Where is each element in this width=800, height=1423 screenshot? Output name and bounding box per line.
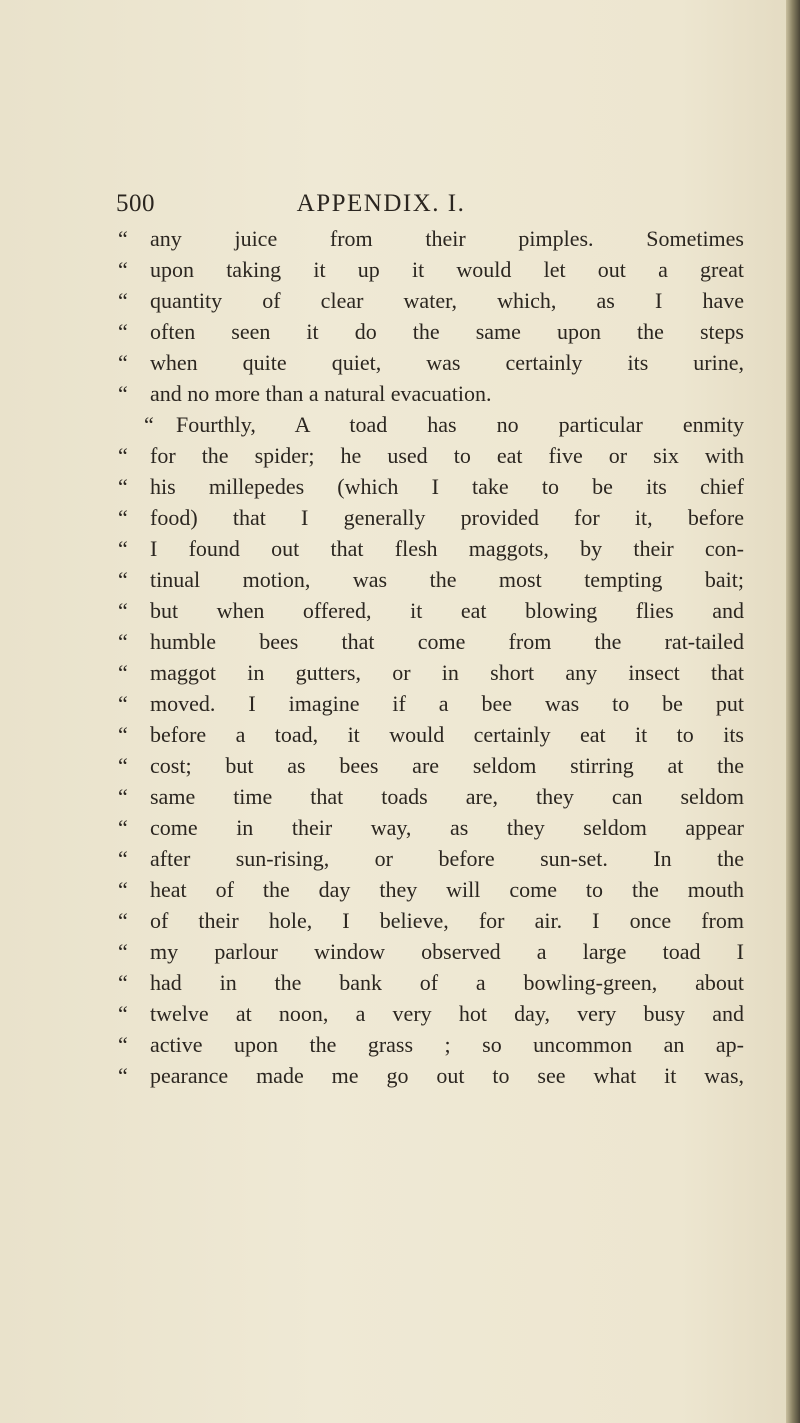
line-text: and no more than a natural evacuation. <box>150 381 492 406</box>
text-line <box>118 285 744 316</box>
text-line <box>118 533 744 564</box>
quote-mark: “ <box>118 877 128 902</box>
quote-mark: “ <box>118 443 128 468</box>
line-text: quantity of clear water, which, as I have <box>150 288 744 313</box>
line-text: active upon the grass ; so uncommon an ap- <box>150 1032 744 1057</box>
line-text: same time that toads are, they can seldom <box>150 784 744 809</box>
body-text <box>118 223 744 1091</box>
line-text: heat of the day they will come to the mouth <box>150 877 744 902</box>
text-line <box>118 750 744 781</box>
line-text: moved. I imagine if a bee was to be put <box>150 691 744 716</box>
page-header <box>116 190 716 224</box>
quote-mark: “ <box>118 784 128 809</box>
text-line <box>118 254 744 285</box>
quote-mark: “ <box>118 1001 128 1026</box>
text-line <box>118 1029 744 1060</box>
line-text: come in their way, as they seldom appear <box>150 815 744 840</box>
text-line <box>118 378 744 409</box>
quote-mark: “ <box>118 505 128 530</box>
text-line <box>118 347 744 378</box>
line-text: I found out that flesh maggots, by their con- <box>150 536 744 561</box>
text-line <box>118 657 744 688</box>
line-text: often seen it do the same upon the steps <box>150 319 744 344</box>
line-text: pearance made me go out to see what it was, <box>150 1063 744 1088</box>
text-line <box>118 1060 744 1091</box>
text-line <box>118 595 744 626</box>
quote-mark: “ <box>118 381 128 406</box>
quote-mark: “ <box>118 536 128 561</box>
text-line-paragraph-start <box>118 409 744 440</box>
line-text: when quite quiet, was certainly its urine, <box>150 350 744 375</box>
quote-mark: “ <box>118 350 128 375</box>
quote-mark: “ <box>118 629 128 654</box>
quote-mark: “ <box>118 567 128 592</box>
line-text: after sun-rising, or before sun-set. In the <box>150 846 744 871</box>
line-text: upon taking it up it would let out a great <box>150 257 744 282</box>
line-text: my parlour window observed a large toad I <box>150 939 744 964</box>
line-text: of their hole, I believe, for air. I once from <box>150 908 744 933</box>
page-edge-shadow <box>786 0 800 1423</box>
quote-mark: “ <box>118 1063 128 1088</box>
text-line <box>118 874 744 905</box>
text-line <box>118 316 744 347</box>
quote-mark: “ <box>118 815 128 840</box>
text-line <box>118 781 744 812</box>
line-text: Fourthly, A toad has no particular enmity <box>176 412 744 437</box>
line-text: for the spider; he used to eat five or six with <box>150 443 744 468</box>
text-line <box>118 812 744 843</box>
quote-mark: “ <box>118 691 128 716</box>
line-text: cost; but as bees are seldom stirring at the <box>150 753 744 778</box>
text-line <box>118 626 744 657</box>
line-text: any juice from their pimples. Sometimes <box>150 226 744 251</box>
text-line <box>118 471 744 502</box>
quote-mark: “ <box>118 846 128 871</box>
text-line <box>118 440 744 471</box>
quote-mark: “ <box>118 660 128 685</box>
text-line <box>118 843 744 874</box>
quote-mark: “ <box>118 970 128 995</box>
text-line <box>118 967 744 998</box>
line-text: before a toad, it would certainly eat it to its <box>150 722 744 747</box>
running-head: APPENDIX. I. <box>296 190 466 217</box>
line-text: tinual motion, was the most tempting bait; <box>150 567 744 592</box>
quote-mark: “ <box>118 908 128 933</box>
quote-mark: “ <box>118 598 128 623</box>
quote-mark: “ <box>118 939 128 964</box>
quote-mark: “ <box>118 753 128 778</box>
text-line <box>118 719 744 750</box>
text-line <box>118 936 744 967</box>
text-line <box>118 998 744 1029</box>
line-text: twelve at noon, a very hot day, very busy and <box>150 1001 744 1026</box>
quote-mark: “ <box>118 722 128 747</box>
quote-mark: “ <box>144 412 154 437</box>
quote-mark: “ <box>118 257 128 282</box>
line-text: but when offered, it eat blowing flies and <box>150 598 744 623</box>
quote-mark: “ <box>118 226 128 251</box>
line-text: his millepedes (which I take to be its chief <box>150 474 744 499</box>
text-line <box>118 502 744 533</box>
text-line <box>118 223 744 254</box>
quote-mark: “ <box>118 474 128 499</box>
text-line <box>118 905 744 936</box>
text-line <box>118 564 744 595</box>
line-text: food) that I generally provided for it, before <box>150 505 744 530</box>
quote-mark: “ <box>118 288 128 313</box>
line-text: maggot in gutters, or in short any insect that <box>150 660 744 685</box>
quote-mark: “ <box>118 319 128 344</box>
text-line <box>118 688 744 719</box>
line-text: had in the bank of a bowling-green, about <box>150 970 744 995</box>
line-text: humble bees that come from the rat-tailed <box>150 629 744 654</box>
page-number: 500 <box>116 190 155 217</box>
quote-mark: “ <box>118 1032 128 1057</box>
